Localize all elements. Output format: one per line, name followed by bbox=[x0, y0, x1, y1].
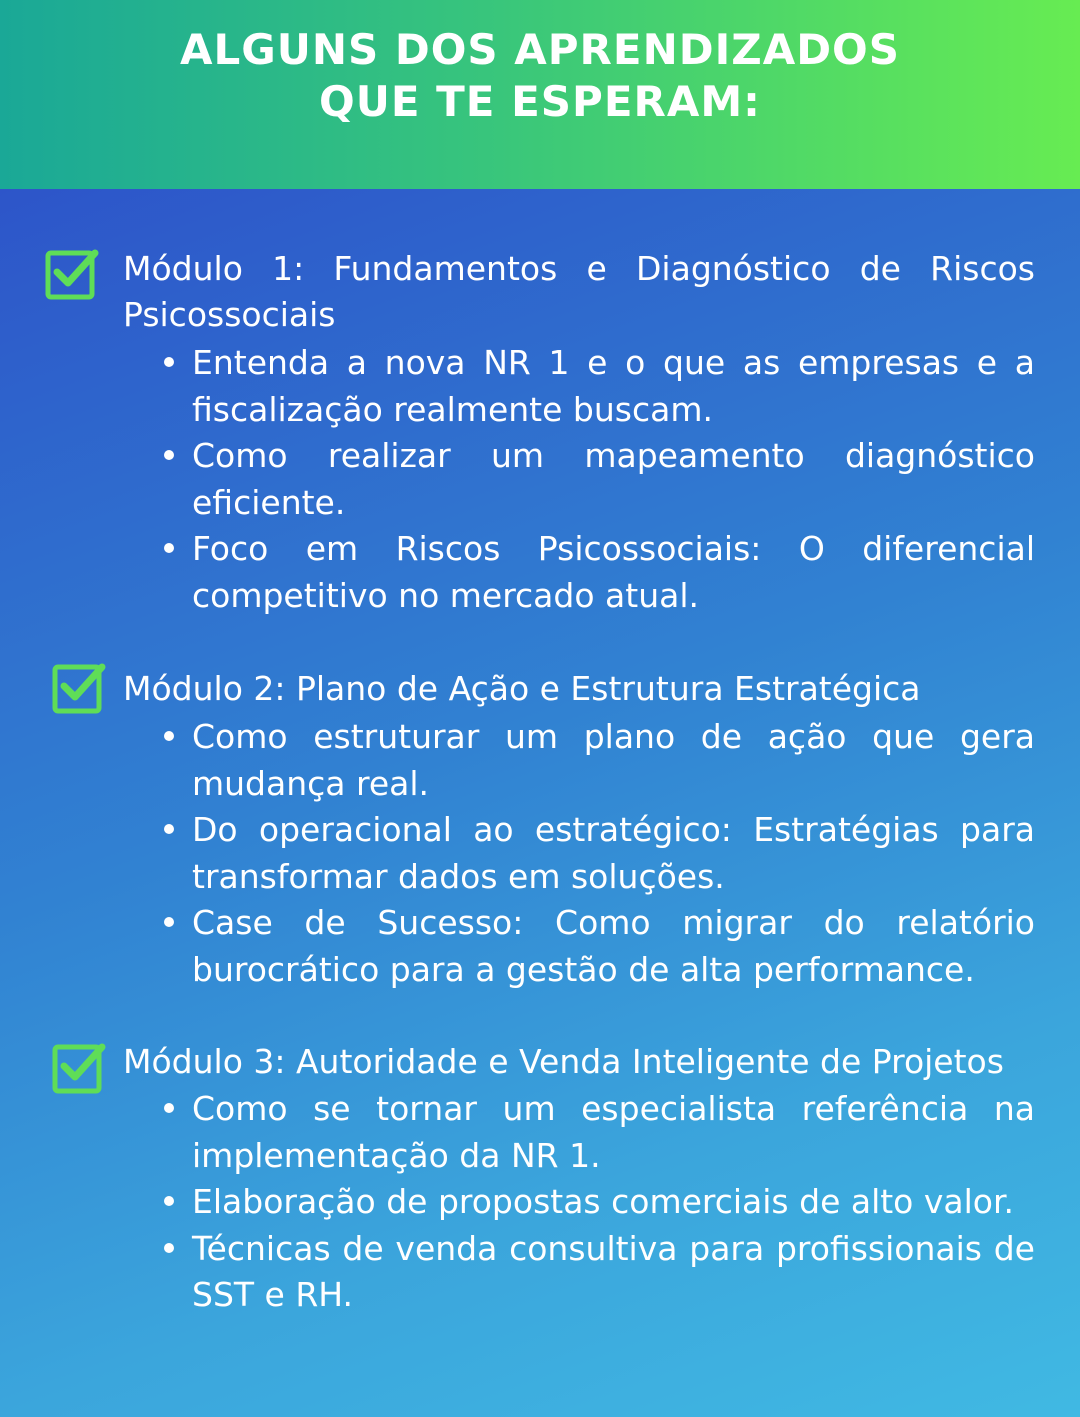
list-item-text: Entenda a nova NR 1 e o que as empresas e a fiscalização realmente buscam. bbox=[192, 343, 1035, 429]
checkbox-checked-icon bbox=[51, 659, 109, 717]
list-item bbox=[192, 526, 1035, 619]
list-item bbox=[192, 433, 1035, 526]
bullet-dot-icon bbox=[164, 824, 174, 834]
list-item-text: Foco em Riscos Psicossociais: O diferencial competitivo no mercado atual. bbox=[192, 529, 1035, 615]
list-item bbox=[192, 1179, 1035, 1226]
bullet-dot-icon bbox=[164, 917, 174, 927]
list-item bbox=[192, 714, 1035, 807]
list-item bbox=[192, 807, 1035, 900]
page-title-line-2: QUE TE ESPERAM: bbox=[319, 77, 761, 126]
checkbox-checked-icon bbox=[44, 245, 102, 303]
bullet-dot-icon bbox=[164, 731, 174, 741]
bullet-dot-icon bbox=[164, 1243, 174, 1253]
list-item-text: Como realizar um mapeamento diagnóstico eficiente. bbox=[192, 436, 1035, 522]
list-item-text: Técnicas de venda consultiva para profissionais de SST e RH. bbox=[192, 1228, 1035, 1314]
checkbox-checked-icon bbox=[51, 1039, 109, 1097]
content-panel bbox=[0, 189, 1080, 1417]
list-item-text: Elaboração de propostas comerciais de alto valor. bbox=[192, 1182, 1015, 1221]
list-item bbox=[192, 900, 1035, 993]
bullet-dot-icon bbox=[164, 1196, 174, 1206]
page-title-line-1: ALGUNS DOS APRENDIZADOS bbox=[179, 25, 901, 74]
bullet-dot-icon bbox=[164, 450, 174, 460]
module-3-title: Módulo 3: Autoridade e Venda Inteligente de Projetos bbox=[123, 1042, 1004, 1081]
list-item-text: Como estruturar um plano de ação que gera mudança real. bbox=[192, 717, 1035, 803]
bullet-dot-icon bbox=[164, 357, 174, 367]
page-title bbox=[0, 24, 1080, 128]
list-item bbox=[192, 1226, 1035, 1319]
module-2-title: Módulo 2: Plano de Ação e Estrutura Estratégica bbox=[123, 669, 921, 708]
bullet-dot-icon bbox=[164, 1103, 174, 1113]
module-2-list bbox=[192, 714, 1035, 993]
list-item bbox=[192, 340, 1035, 433]
module-3-list bbox=[192, 1086, 1035, 1319]
module-1-list bbox=[192, 340, 1035, 619]
list-item-text: Do operacional ao estratégico: Estratégias para transformar dados em soluções. bbox=[192, 810, 1035, 896]
list-item bbox=[192, 1086, 1035, 1179]
bullet-dot-icon bbox=[164, 543, 174, 553]
module-1-title: Módulo 1: Fundamentos e Diagnóstico de Riscos Psicossociais bbox=[123, 249, 1035, 334]
header-banner bbox=[0, 0, 1080, 189]
list-item-text: Case de Sucesso: Como migrar do relatório burocrático para a gestão de alta performance. bbox=[192, 903, 1035, 989]
list-item-text: Como se tornar um especialista referência na implementação da NR 1. bbox=[192, 1089, 1035, 1175]
